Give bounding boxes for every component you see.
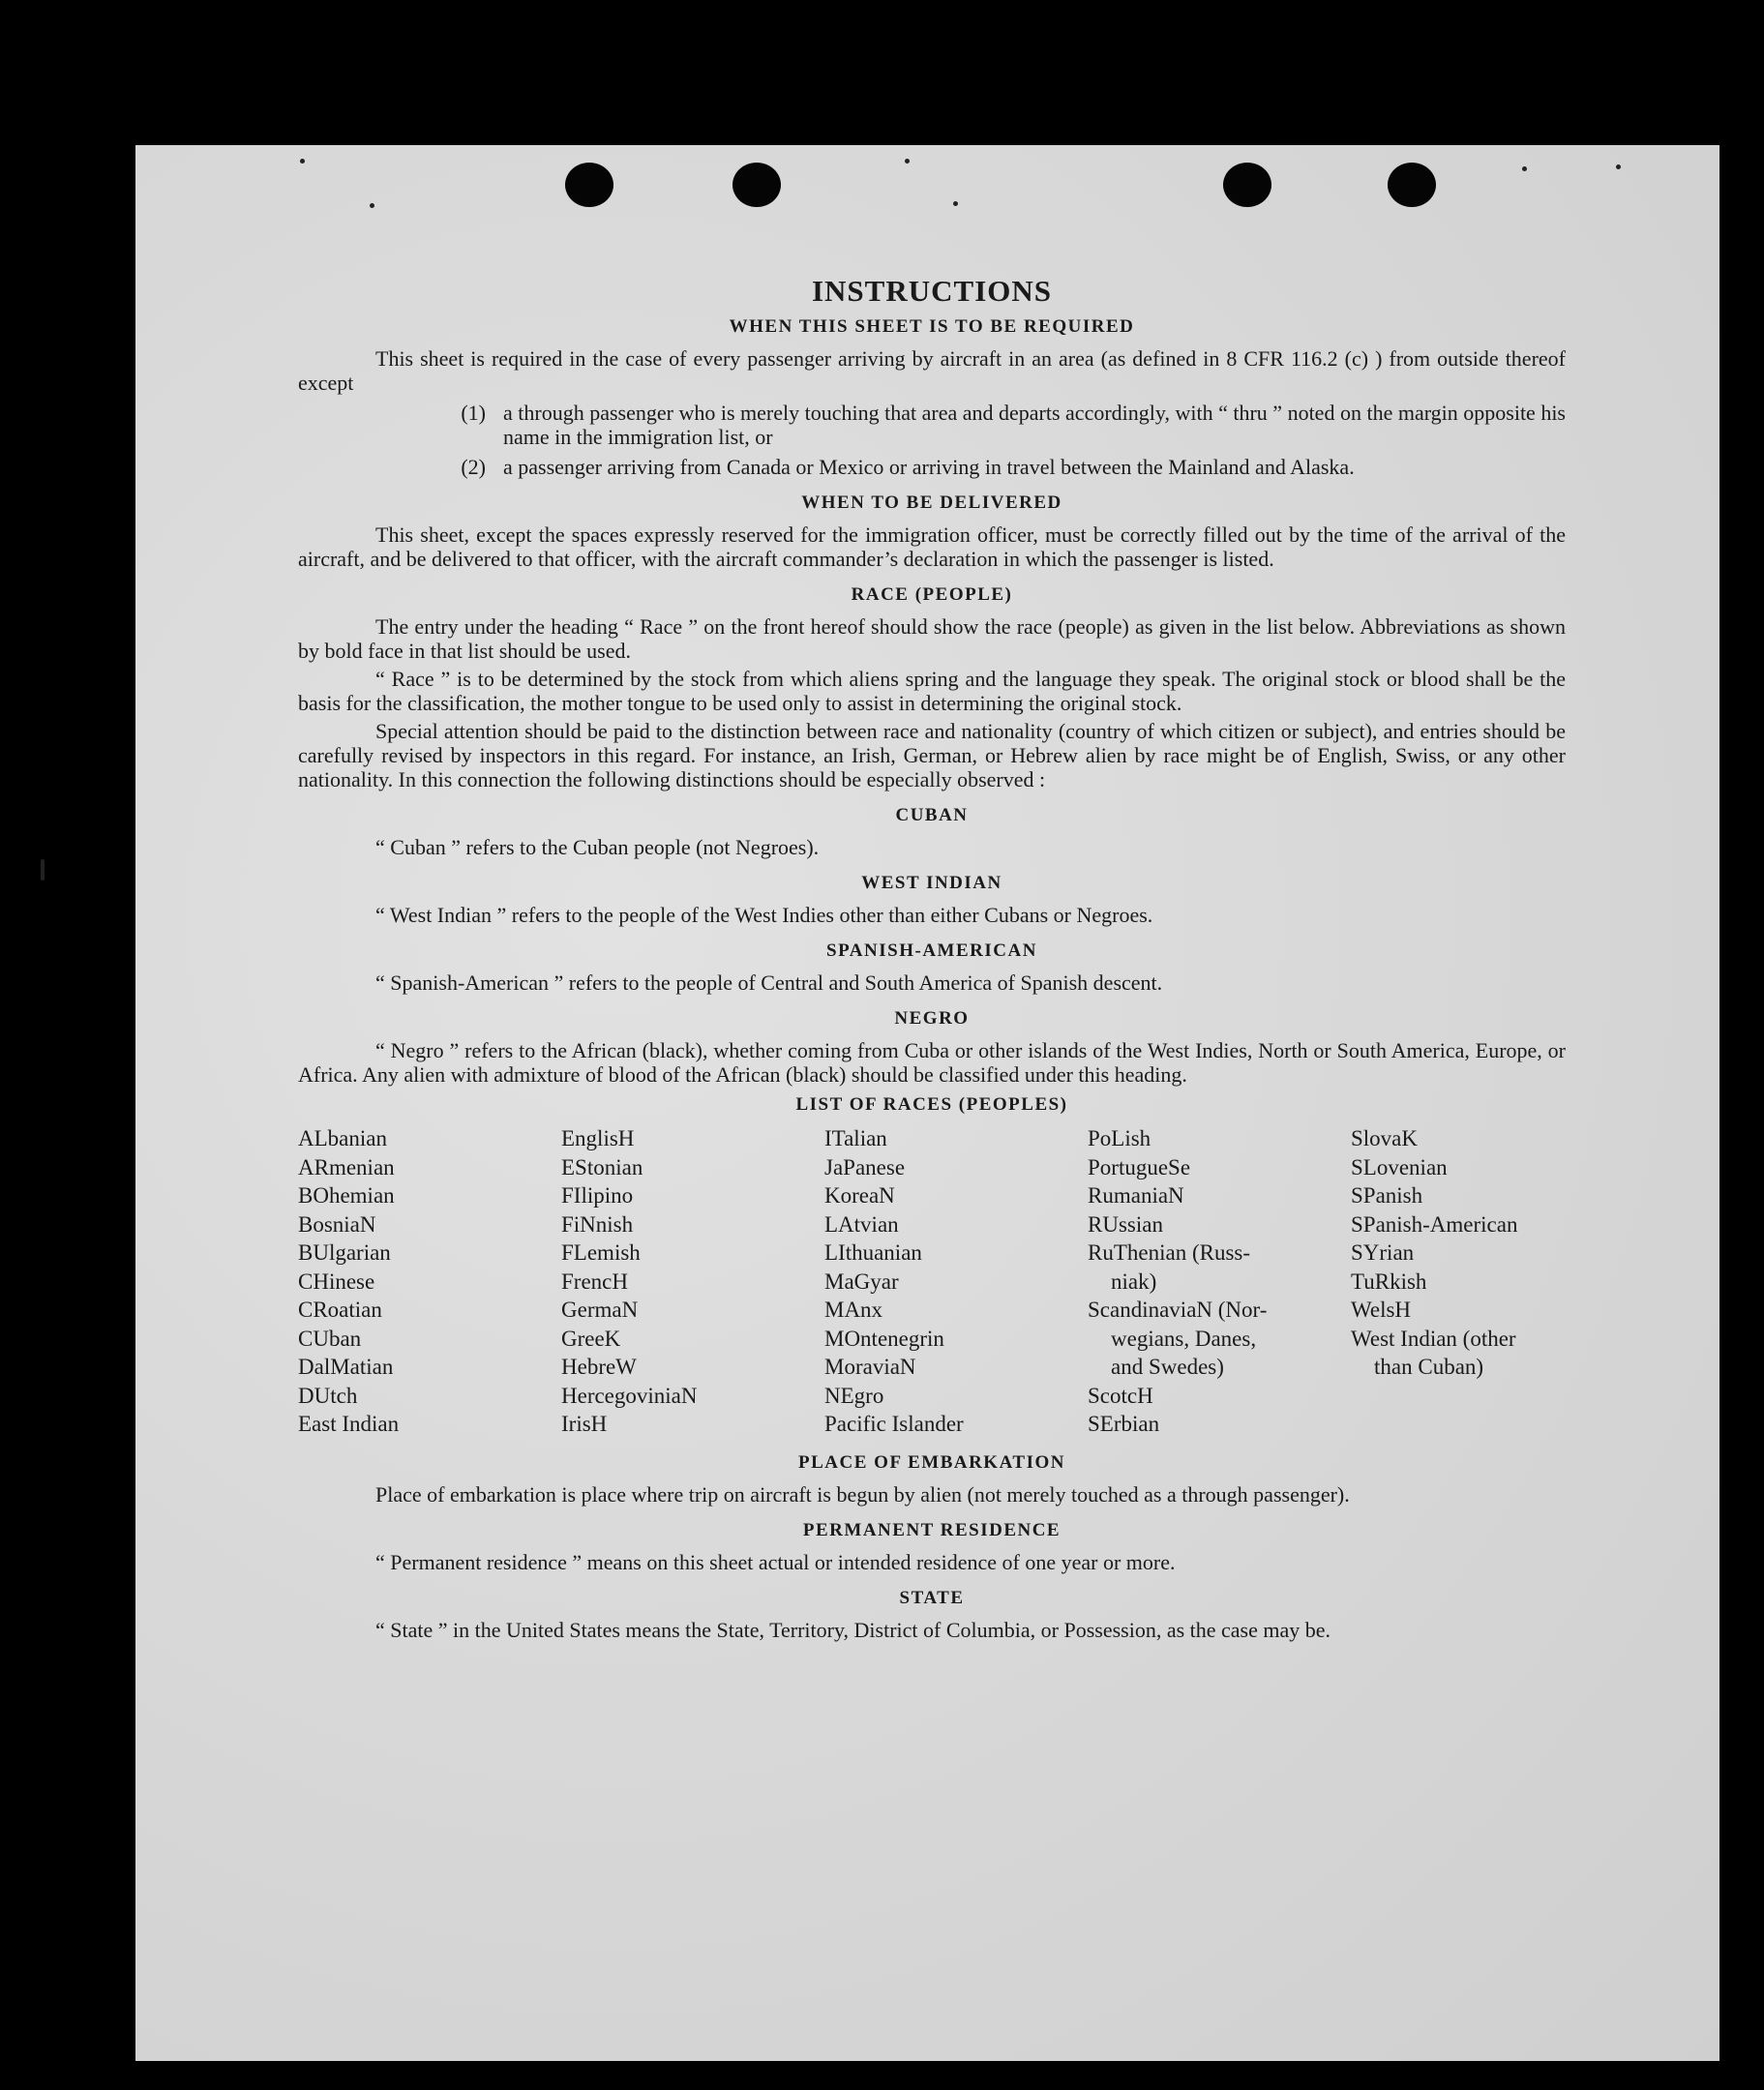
punch-hole — [733, 163, 781, 207]
speck — [1522, 166, 1527, 171]
race-entry: SPanish-American — [1351, 1211, 1518, 1237]
race-entry: BUlgarian — [298, 1240, 391, 1265]
heading-negro: NEGRO — [894, 1008, 970, 1029]
race-entry: MoraviaN — [824, 1355, 916, 1379]
negro-definition: “ Negro ” refers to the African (black), whether coming from Cuba or other islands of the West Indies, North or South America, Europe, or Africa. Any alien with admixture of blood of the African (black) should be classified under this heading. — [298, 1038, 1566, 1087]
punch-hole — [565, 163, 613, 207]
punch-hole — [1223, 163, 1271, 207]
races-column-3 — [824, 1124, 1088, 1439]
race-entry: NEgro — [824, 1383, 884, 1408]
race-entry: TuRkish — [1351, 1269, 1427, 1294]
race-entry: FiNnish — [561, 1211, 634, 1237]
race-entry: PortugueSe — [1088, 1154, 1191, 1179]
heading-state: STATE — [899, 1587, 965, 1608]
race-entry: LAtvian — [824, 1211, 899, 1237]
race-entry-continued: than Cuban) — [1374, 1355, 1484, 1379]
race-entry-continued: and Swedes) — [1111, 1355, 1224, 1379]
race-entry: IrisH — [561, 1412, 608, 1436]
west-indian-definition: “ West Indian ” refers to the people of the West Indies other than either Cubans or Negroes. — [375, 903, 1153, 927]
race-entry: ARmenian — [298, 1154, 395, 1179]
race-entry: DUtch — [298, 1383, 358, 1408]
race-entry: BOhemian — [298, 1183, 395, 1208]
race-entry: DalMatian — [298, 1355, 394, 1379]
race-entry: SPanish — [1351, 1183, 1423, 1208]
race-entry: KoreaN — [824, 1183, 895, 1208]
delivered-text: This sheet, except the spaces expressly reserved for the immigration officer, must be correctly filled out by the time of the arrival of the aircraft, and be delivered to that officer, with the aircraft commander’s declaration in which the passenger is listed. — [298, 522, 1566, 571]
residence-definition: “ Permanent residence ” means on this sheet actual or intended residence of one year or more. — [375, 1549, 1176, 1574]
heading-permanent-residence: PERMANENT RESIDENCE — [802, 1519, 1061, 1540]
race-entry: GermaN — [561, 1298, 639, 1322]
heading-west-indian: WEST INDIAN — [861, 873, 1002, 893]
speck — [370, 203, 374, 208]
race-entry: SYrian — [1351, 1240, 1415, 1265]
race-entry: JaPanese — [824, 1154, 906, 1179]
race-entry: EStonian — [561, 1154, 643, 1179]
race-paragraph: Special attention should be paid to the distinction between race and nationality (country of which citizen or subject), and entries should be carefully revised by inspectors in this regard. For instance, an Irish, German, or Hebrew alien by race might be of English, Swiss, or any other nationality. In this connection the following distinctions should be especially observed : — [298, 719, 1566, 791]
race-entry-continued: wegians, Danes, — [1111, 1326, 1257, 1351]
race-entry: MAnx — [824, 1298, 883, 1322]
races-column-4 — [1088, 1124, 1351, 1439]
race-entry: BosniaN — [298, 1211, 376, 1237]
required-item: (1) a through passenger who is merely touching that area and departs accordingly, with “ thru ” noted on the margin opposite his name in the immigration list, or — [461, 401, 1566, 449]
instructions-body — [298, 273, 1566, 1646]
race-entry: ALbanian — [298, 1126, 387, 1150]
race-entry: SErbian — [1088, 1412, 1160, 1436]
race-entry: FIlipino — [561, 1183, 634, 1208]
race-entry: FrencH — [561, 1269, 628, 1294]
race-entry: CRoatian — [298, 1298, 382, 1322]
race-entry: RuThenian (Russ- — [1088, 1240, 1251, 1265]
heading-required: WHEN THIS SHEET IS TO BE REQUIRED — [729, 316, 1135, 337]
spanish-american-definition: “ Spanish-American ” refers to the people of Central and South America of Spanish descent. — [375, 970, 1163, 995]
race-entry: SlovaK — [1351, 1126, 1418, 1150]
race-paragraph: The entry under the heading “ Race ” on the front hereof should show the race (people) as given in the list below. Abbreviations as shown by bold face in that list should be used. — [298, 614, 1566, 663]
race-entry: ITalian — [824, 1126, 887, 1150]
speck — [905, 159, 910, 164]
race-entry: East Indian — [298, 1412, 400, 1436]
race-entry: LIthuanian — [824, 1240, 922, 1265]
race-paragraph: “ Race ” is to be determined by the stock from which aliens spring and the language they speak. The original stock or blood shall be the basis for the classification, the mother tongue to be used only to assist in determining the original stock. — [298, 667, 1566, 715]
race-entry: HercegoviniaN — [561, 1383, 698, 1408]
speck — [953, 201, 958, 206]
race-entry: PoLish — [1088, 1126, 1151, 1150]
heading-race: RACE (PEOPLE) — [851, 584, 1013, 605]
race-entry: SLovenian — [1351, 1154, 1448, 1179]
punch-hole — [1388, 163, 1436, 207]
required-item: (2) a passenger arriving from Canada or Mexico or arriving in travel between the Mainland and Alaska. — [461, 455, 1355, 479]
speck — [1616, 164, 1621, 169]
state-definition: “ State ” in the United States means the State, Territory, District of Columbia, or Possession, as the case may be. — [375, 1617, 1331, 1642]
races-column-5 — [1351, 1124, 1614, 1439]
heading-delivered: WHEN TO BE DELIVERED — [801, 493, 1062, 513]
heading-list-of-races: LIST OF RACES (PEOPLES) — [795, 1094, 1068, 1115]
race-entry: WelsH — [1351, 1298, 1412, 1322]
race-entry: Pacific Islander — [824, 1412, 964, 1436]
race-entry: West Indian (other — [1351, 1326, 1516, 1351]
race-entry: EnglisH — [561, 1126, 635, 1150]
race-entry: MOntenegrin — [824, 1326, 944, 1351]
race-entry: HebreW — [561, 1355, 637, 1379]
race-entry: FLemish — [561, 1240, 641, 1265]
speck — [41, 859, 45, 881]
speck — [300, 159, 305, 164]
race-entry: ScotcH — [1088, 1383, 1153, 1408]
embarkation-definition: Place of embarkation is place where trip on aircraft is begun by alien (not merely touched as a through passenger). — [375, 1481, 1350, 1507]
race-entry: CUban — [298, 1326, 362, 1351]
races-column-1 — [298, 1124, 561, 1439]
races-list — [298, 1124, 1566, 1439]
heading-spanish-american: SPANISH-AMERICAN — [826, 940, 1037, 961]
race-entry-continued: niak) — [1111, 1269, 1157, 1294]
race-entry: GreeK — [561, 1326, 621, 1351]
page-title: INSTRUCTIONS — [811, 274, 1052, 308]
cuban-definition: “ Cuban ” refers to the Cuban people (not Negroes). — [375, 835, 820, 859]
races-column-2 — [561, 1124, 824, 1439]
race-entry: RUssian — [1088, 1211, 1163, 1237]
required-intro: This sheet is required in the case of every passenger arriving by aircraft in an area (as defined in 8 CFR 116.2 (c) ) from outside thereof except — [298, 346, 1566, 395]
race-entry: ScandinaviaN (Nor- — [1088, 1298, 1268, 1322]
race-entry: CHinese — [298, 1269, 375, 1294]
heading-embarkation: PLACE OF EMBARKATION — [798, 1451, 1065, 1473]
race-entry: RumaniaN — [1088, 1183, 1184, 1208]
heading-cuban: CUBAN — [895, 805, 969, 825]
race-entry: MaGyar — [824, 1269, 899, 1294]
